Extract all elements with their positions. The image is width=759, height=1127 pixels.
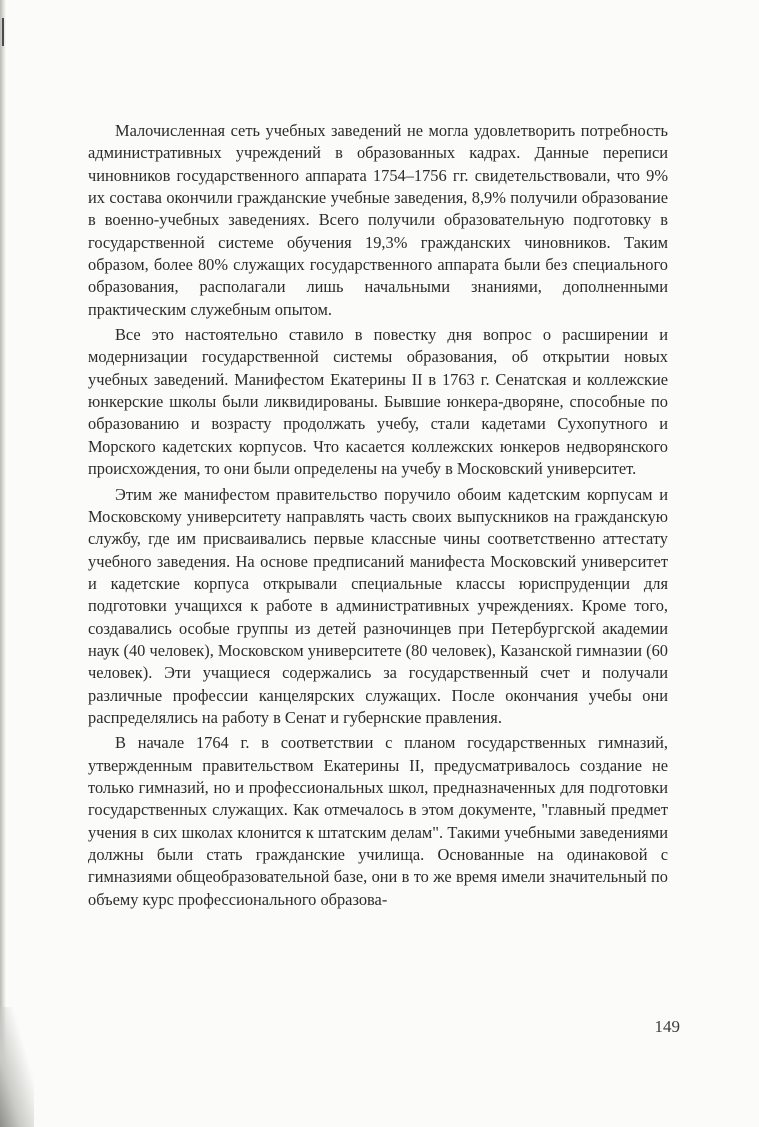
body-text [88, 120, 668, 911]
paragraph: В начале 1764 г. в соответствии с планом государственных гимназий, утвержденным правительством Екатерины II, предусматривалось создание не только гимназий, но и профессиональных школ, предназначенных для подготовки государственных служащих. Как отмечалось в этом документе, "главный предмет учения в сих школах клонится к штатским делам". Такими учебными заведениями должны были стать гражданские училища. Основанные на одинаковой с гимназиями общеобразовательной базе, они в то же время имели значительный по объему курс профессионального образова- [88, 733, 668, 909]
paragraph: Все это настоятельно ставило в повестку дня вопрос о расширении и модернизации государственной системы образования, об открытии новых учебных заведений. Манифестом Екатерины II в 1763 г. Сенатская и коллежские юнкерские школы были ликвидированы. Бывшие юнкера-дворяне, способные по образованию и возрасту продолжать учебу, стали кадетами Сухопутного и Морского кадетских корпусов. Что касается коллежских юнкеров недворянского происхождения, то они были определены на учебу в Московский университет. [88, 325, 668, 479]
page-number: 149 [654, 1017, 680, 1036]
scan-corner-shadow [0, 1007, 34, 1127]
paragraph: Малочисленная сеть учебных заведений не могла удовлетворить потребность административных учреждений в образованных кадрах. Данные переписи чиновников государственного аппарата 1754–1756 гг. свидетельствовали, что 9% их состава окончили гражданские учебные заведения, 8,9% получили образование в военно-учебных заведениях. Всего получили образовательную подготовку в государственной системе обучения 19,3% гражданских чиновников. Таким образом, более 80% служащих государственного аппарата были без специального образования, располагали лишь начальными знаниями, дополненными практическим служебным опытом. [88, 121, 668, 319]
scan-margin-mark [2, 18, 4, 46]
page-spine-edge [0, 0, 6, 1127]
paragraph: Этим же манифестом правительство поручило обоим кадетским корпусам и Московскому университету направлять часть своих выпускников на гражданскую службу, где им присваивались первые классные чины соответственно аттестату учебного заведения. На основе предписаний манифеста Московский университет и кадетские корпуса открывали специальные классы юриспруденции для подготовки учащихся к работе в административных учреждениях. Кроме того, создавались особые группы из детей разночинцев при Петербургской академии наук (40 человек), Московском университете (80 человек), Казанской гимназии (60 человек). Эти учащиеся содержались за государственный счет и получали различные профессии канцелярских служащих. После окончания учебы они распределялись на работу в Сенат и губернские правления. [88, 484, 668, 727]
